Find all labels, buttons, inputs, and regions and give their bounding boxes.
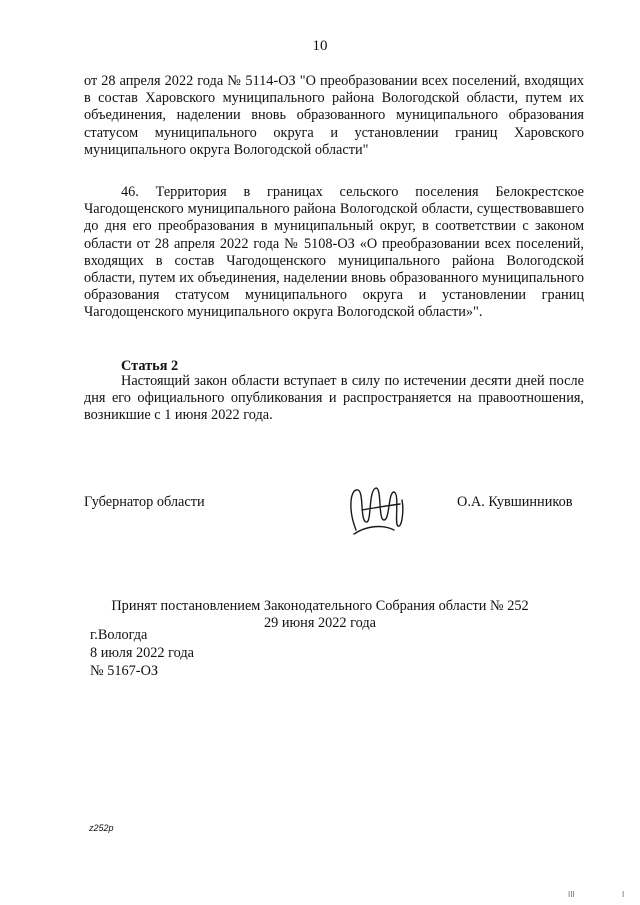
adoption-statement: Принят постановлением Законодательного Собрания области № 252 (111, 598, 529, 614)
article-2-title: Статья 2 (121, 358, 179, 374)
footer-mark: I (622, 890, 625, 899)
paragraph-text: от 28 апреля 2022 года № 5114-ОЗ "О преобразовании всех поселений, входящих в состав Харовского муниципального района Вологодской области, путем их объединения, наделении вновь образованного муниципального образования статусом муниципального округа и установлении границ Харовского муниципального округа Вологодской области" (84, 73, 584, 158)
signature-icon (342, 480, 412, 540)
paragraph-text: 46. Территория в границах сельского поселения Белокрестское Чагодощенского муниципального района Вологодской области, существовавшего до дня его преобразования в муниципальный округ, в соответствии с законом области от 28 апреля 2022 года № 5108-ОЗ «О преобразовании всех поселений, входящих в состав Чагодощенского муниципального района Вологодской области, путем их объединения, наделении вновь образованного муниципального образования статусом муниципального округа и установлении границ Чагодощенского муниципального округа Вологодской области»". (84, 184, 584, 321)
document-code: z252p (89, 823, 114, 833)
article-2-body (84, 373, 584, 425)
paragraph-text: Настоящий закон области вступает в силу по истечении десяти дней после дня его официального опубликования и распространяется на правоотношения, возникшие с 1 июня 2022 года. (84, 373, 584, 424)
law-number: № 5167-ОЗ (90, 663, 159, 679)
governor-name: О.А. Кувшинников (457, 494, 573, 510)
governor-title: Губернатор области (84, 494, 205, 510)
item-46 (84, 184, 584, 322)
signing-date: 8 июля 2022 года (90, 645, 195, 661)
signing-city: г.Вологда (90, 627, 148, 643)
adoption-date: 29 июня 2022 года (263, 615, 377, 631)
page-number: 10 (312, 38, 328, 54)
continuation-paragraph (84, 73, 584, 159)
footer-mark: III (568, 890, 575, 899)
